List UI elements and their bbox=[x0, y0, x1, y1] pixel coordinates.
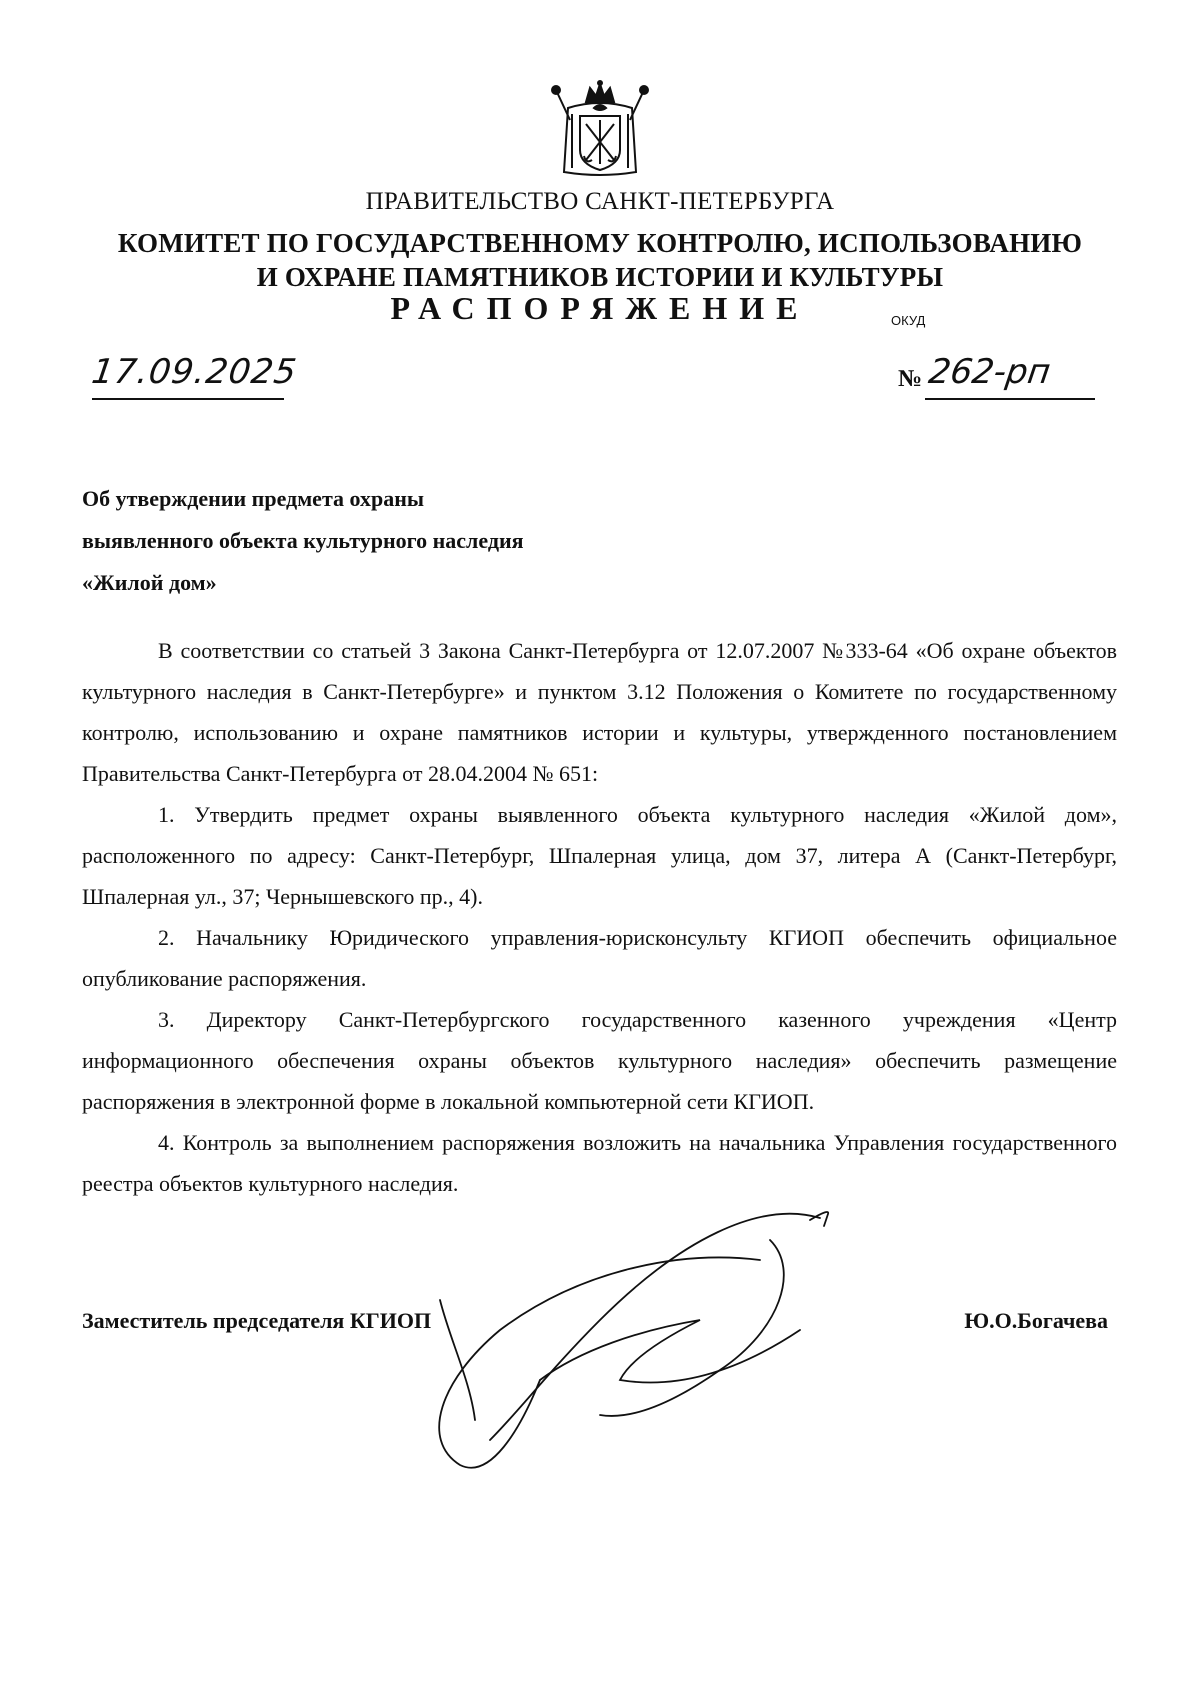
item-2-paragraph: 2. Начальнику Юридического управления-юрисконсульту КГИОП обеспечить официальное опубликование распоряжения. bbox=[82, 925, 1117, 991]
item-1-paragraph: 1. Утвердить предмет охраны выявленного объекта культурного наследия «Жилой дом», расположенного по адресу: Санкт-Петербург, Шпалерная улица, дом 37, литера А (Санкт-Петербург, Шпалерная ул., 37; Чернышевского пр., 4). bbox=[82, 802, 1117, 909]
committee-line-2: И ОХРАНЕ ПАМЯТНИКОВ ИСТОРИИ И КУЛЬТУРЫ bbox=[256, 262, 944, 292]
okud-label: ОКУД bbox=[891, 313, 926, 328]
subject-line-1: Об утверждении предмета охраны bbox=[82, 486, 425, 511]
committee-line-1: КОМИТЕТ ПО ГОСУДАРСТВЕННОМУ КОНТРОЛЮ, ИСПОЛЬЗОВАНИЮ bbox=[117, 228, 1083, 258]
handwritten-signature bbox=[380, 1180, 920, 1480]
document-date bbox=[89, 352, 300, 400]
government-name: ПРАВИТЕЛЬСТВО САНКТ-ПЕТЕРБУРГА bbox=[365, 188, 835, 215]
number-value: 262-рп bbox=[926, 352, 1053, 392]
number-label: № bbox=[898, 366, 923, 392]
date-value: 17.09.2025 bbox=[89, 352, 300, 392]
committee-name bbox=[0, 226, 1200, 294]
document-type: РАСПОРЯЖЕНИЕ bbox=[390, 290, 810, 326]
subject-line-3: «Жилой дом» bbox=[82, 570, 217, 595]
document-number bbox=[925, 352, 1095, 400]
document-subject bbox=[82, 478, 524, 604]
subject-line-2: выявленного объекта культурного наследия bbox=[82, 528, 524, 553]
item-3-paragraph: 3. Директору Санкт-Петербургского государственного казенного учреждения «Центр информационного обеспечения охраны объектов культурного наследия» обеспечить размещение распоряжения в электронной форме в локальной компьютерной сети КГИОП. bbox=[82, 1007, 1117, 1114]
preamble-paragraph: В соответствии со статьей 3 Закона Санкт-Петербурга от 12.07.2007 №333-64 «Об охране объектов культурного наследия в Санкт-Петербурге» и пунктом 3.12 Положения о Комитете по государственному контролю, использованию и охране памятников истории и культуры, утвержденного постановлением Правительства Санкт-Петербурга от 28.04.2004 № 651: bbox=[82, 638, 1117, 786]
signatory-name: Ю.О.Богачева bbox=[964, 1308, 1108, 1333]
coat-of-arms-icon bbox=[548, 80, 652, 182]
signatory-position: Заместитель председателя КГИОП bbox=[82, 1308, 432, 1333]
item-4-paragraph: 4. Контроль за выполнением распоряжения возложить на начальника Управления государственного реестра объектов культурного наследия. bbox=[82, 1130, 1117, 1196]
document-body bbox=[82, 630, 1117, 1204]
